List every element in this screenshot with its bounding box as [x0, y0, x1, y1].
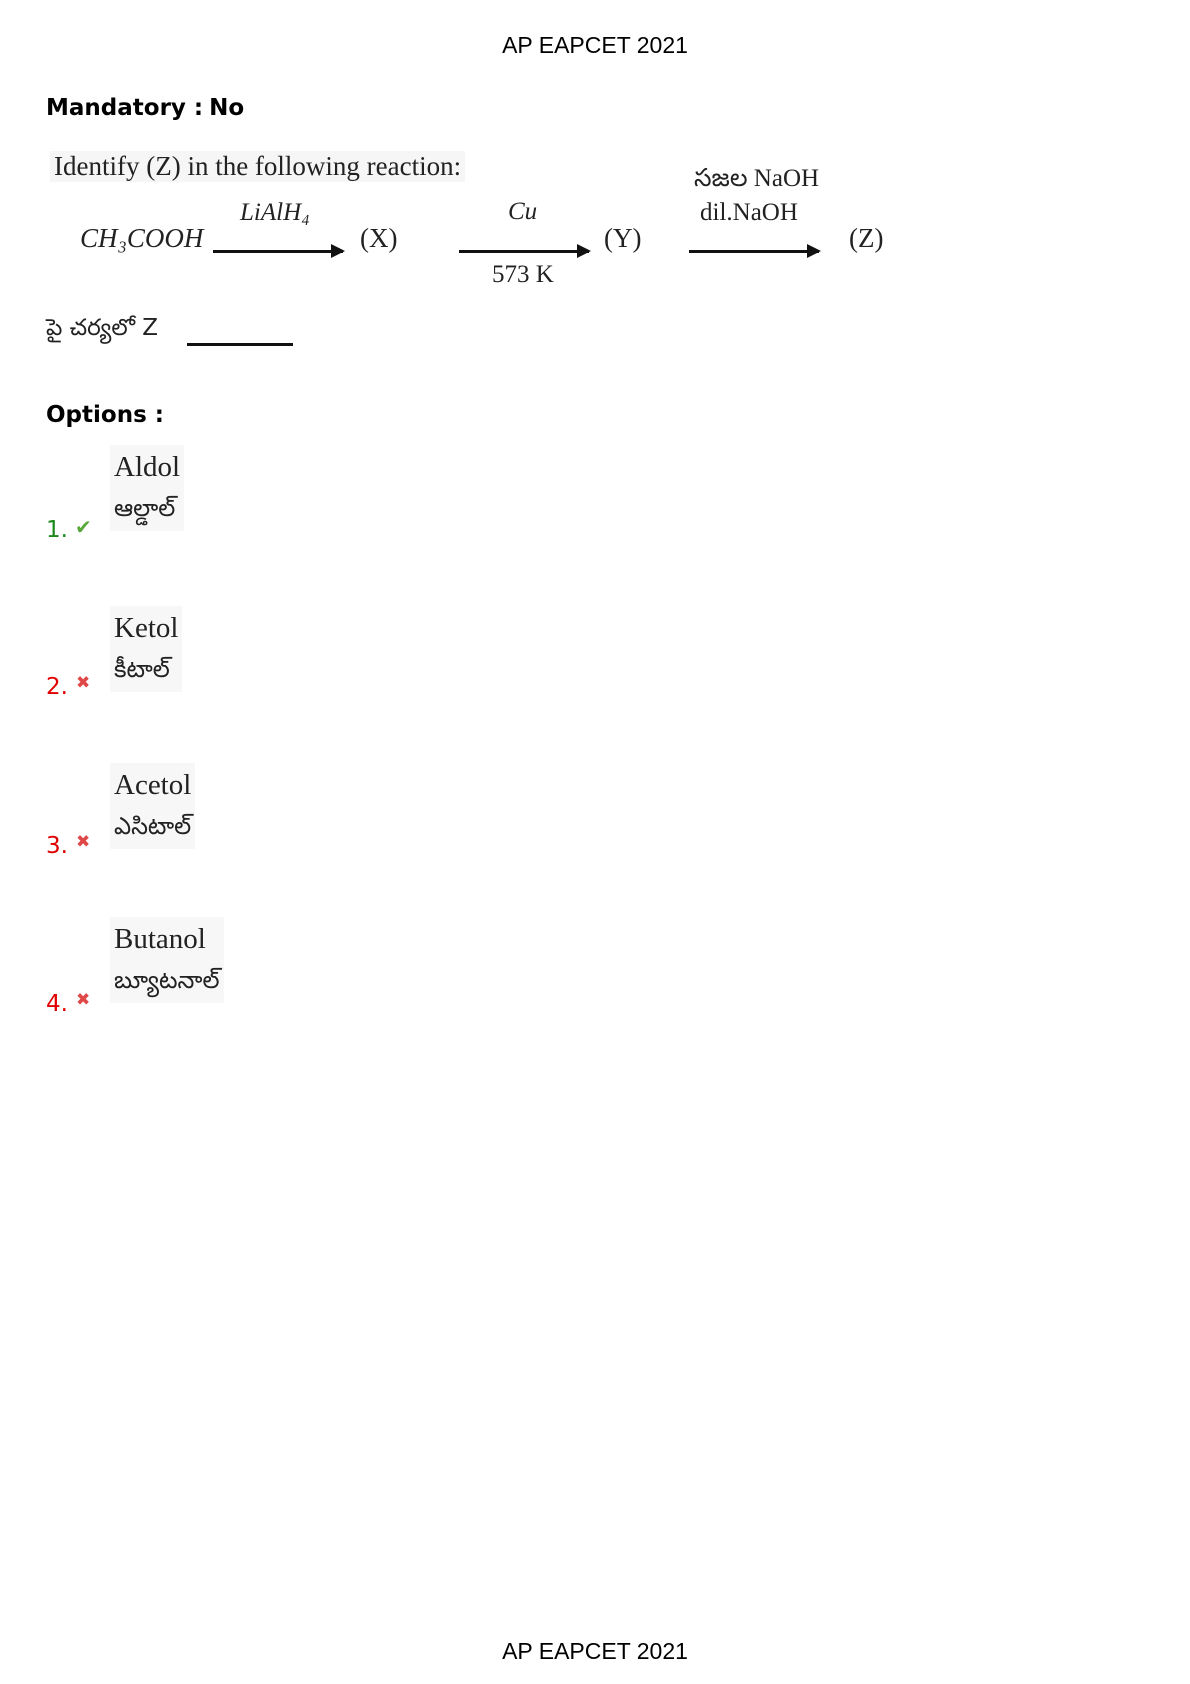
option-image	[110, 763, 195, 849]
reactant: CH₃COOH	[80, 223, 204, 253]
correct-check-icon: ✔	[75, 515, 92, 539]
option-3[interactable]	[46, 763, 546, 873]
product-z: (Z)	[849, 223, 884, 253]
option-2[interactable]	[46, 606, 546, 716]
reaction-arrow-1	[213, 250, 343, 253]
option-telugu: ఆల్డాల్	[114, 494, 176, 522]
options-label: Options :	[46, 402, 164, 428]
question-intro: Identify (Z) in the following reaction:	[50, 151, 465, 182]
mandatory-value: No	[209, 95, 245, 121]
option-number: 4.	[46, 991, 68, 1017]
option-english: Acetol	[114, 769, 192, 801]
option-number: 2.	[46, 674, 68, 700]
reagent-1: LiAlH₄	[240, 199, 310, 226]
telugu-prompt: పై చర్యలో Z	[46, 315, 159, 341]
page-footer: AP EAPCET 2021	[502, 1638, 688, 1664]
mandatory-indicator	[46, 95, 244, 121]
reagent-2-bottom: 573 K	[492, 261, 554, 288]
reagent-3-line-2: dil.NaOH	[700, 199, 798, 226]
page-header: AP EAPCET 2021	[502, 32, 688, 58]
mandatory-label: Mandatory :	[46, 95, 204, 121]
option-number: 1.	[46, 517, 68, 543]
answer-blank	[187, 343, 293, 346]
question-image	[44, 143, 904, 363]
option-english: Ketol	[114, 612, 179, 644]
intermediate-y: (Y)	[604, 223, 642, 253]
option-1[interactable]	[46, 445, 546, 555]
reagent-3-line-1: సజల NaOH	[694, 165, 820, 192]
intermediate-x: (X)	[360, 223, 398, 253]
wrong-cross-icon: ✖	[76, 832, 91, 852]
option-image	[110, 445, 184, 531]
option-number: 3.	[46, 833, 68, 859]
wrong-cross-icon: ✖	[76, 990, 91, 1010]
reaction-arrow-2	[459, 250, 589, 253]
reagent-2-top: Cu	[508, 198, 538, 225]
wrong-cross-icon: ✖	[76, 673, 91, 693]
option-english: Butanol	[114, 923, 206, 955]
option-telugu: కీటాల్	[114, 655, 170, 683]
option-4[interactable]	[46, 917, 546, 1027]
option-image	[110, 606, 182, 692]
option-english: Aldol	[114, 451, 181, 483]
reaction-arrow-3	[689, 250, 819, 253]
option-telugu: ఎసిటాల్	[114, 812, 192, 840]
option-telugu: బ్యూటనాల్	[114, 966, 220, 994]
option-image	[110, 917, 224, 1003]
